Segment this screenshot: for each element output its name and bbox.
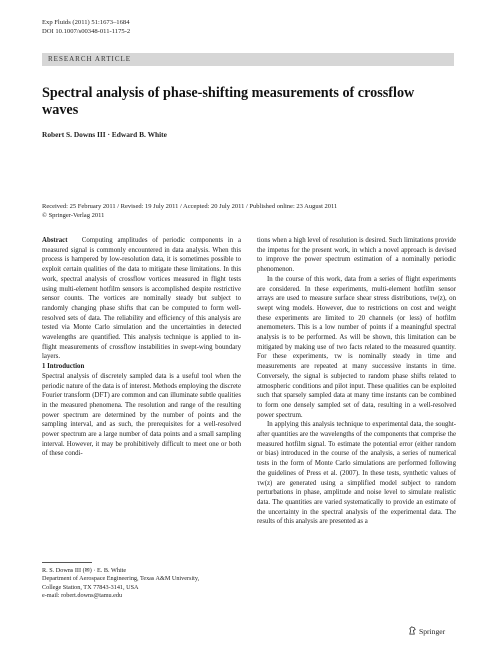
intro-paragraph: Spectral analysis of discretely sampled data is a useful tool when the periodic nature of the data is of interest. Methods employing the discrete Fourier transform (DFT) are common and can illuminate subtle qualities in the measured phenomena. The resolution and range of the resulting power spectrum are determined by the number of points and the sampling interval, and as such, the prerequisites for a well-resolved power spectrum are a large number of data points and a small sampling interval. However, it may be prohibitively difficult to meet one or both of these condi- — [42, 372, 241, 458]
journal-citation: Exp Fluids (2011) 51:1673–1684 — [42, 19, 130, 26]
body-paragraph-2: In the course of this work, data from a series of flight experiments are considered. In these experiments, multi-element hotfilm sensor arrays are used to measure surface shear stress distributions, τw(z), on swept wing models. However, due to restrictions on cost and weight these experiments are limited to 20 channels (or less) of hotfilm anemometers. This is a low number of points if a meaningful spectral analysis is to be performed. As will be shown, this limitation can be mitigated by making use of two facts related to the measured quantity. For these experiments, τw is nominally steady in time and measurements are repeated at many successive instants in time. Conversely, the signal is subjected to random phase shifts related to atmospheric conditions and pilot input. These qualities can be exploited such that sparsely sampled data at many time instants can be combined to form one densely sampled set of data, resulting in a well-resolved power spectrum. — [257, 275, 456, 419]
footnote-divider — [42, 562, 92, 563]
footnote-address: College Station, TX 77843-3141, USA — [42, 583, 139, 591]
doi: DOI 10.1007/s00348-011-1175-2 — [42, 28, 131, 35]
springer-horse-icon — [408, 626, 417, 635]
abstract — [42, 236, 241, 362]
copyright: © Springer-Verlag 2011 — [42, 212, 105, 219]
left-column — [42, 236, 241, 459]
right-column — [257, 236, 456, 527]
author-affiliation-footnote — [42, 567, 242, 601]
abstract-heading: Abstract — [42, 237, 68, 244]
article-type-label: RESEARCH ARTICLE — [48, 55, 132, 63]
body-paragraph-3: In applying this analysis technique to experimental data, the sought-after quantities are the wavelengths of the components that comprise the measured hotfilm signal. To estimate the potential error (either random or bias) introduced in the course of the analysis, a series of numerical tests in the form of Monte Carlo simulations are performed following the guidelines of Press et al. (2007). In these tests, synthetic values of τw(z) are generated using a simplified model subject to random perturbations in phase, amplitude and noise level to simulate realistic data. The quantities are varied systematically to provide an estimate of the uncertainty in the spectral analysis of the experimental data. The results of this analysis are presented as a — [257, 421, 456, 526]
article-type-band — [42, 53, 454, 66]
paper-title: Spectral analysis of phase-shifting measurements of crossflow waves — [42, 85, 415, 118]
publisher-logo — [408, 626, 445, 636]
footnote-authors: R. S. Downs III (✉) · E. B. White — [42, 567, 127, 574]
section-heading-introduction: 1 Introduction — [42, 363, 85, 371]
journal-header — [42, 18, 130, 36]
body-paragraph-1: tions when a high level of resolution is desired. Such limitations provide the impetus for the present work, in which a novel approach is devised to improve the power spectrum estimation of a nominally periodic phenomenon. — [257, 237, 456, 274]
author-list: Robert S. Downs III · Edward B. White — [42, 130, 167, 139]
footnote-email: e-mail: robert.downs@tamu.edu — [42, 592, 123, 600]
publisher-name: Springer — [419, 627, 446, 636]
date-history: Received: 25 February 2011 / Revised: 19 July 2011 / Accepted: 20 July 2011 / Published online: 23 August 2011 — [42, 203, 338, 210]
abstract-text: Computing amplitudes of periodic components in a measured signal is commonly encountered in data analysis. When this process is hampered by low-resolution data, it is sometimes possible to exploit certain qualities of the data to mitigate these limitations. In this work, spectral analysis of crossflow vortices measured in flight tests using multi-element hotfilm sensors is accomplished despite restrictive sensor counts. The vortices are nominally steady but subject to randomly changing phase shifts that can be computed to form well-resolved sets of data. The reliability and efficiency of this analysis are tested via Monte Carlo simulation and the uncertainties in detected wavelengths are quantified. This analysis technique is applied to in-flight measurements of crossflow instabilities in swept-wing boundary layers. — [42, 237, 242, 361]
publication-dates — [42, 202, 462, 220]
footnote-department: Department of Aerospace Engineering, Texas A&M University, — [42, 575, 200, 583]
